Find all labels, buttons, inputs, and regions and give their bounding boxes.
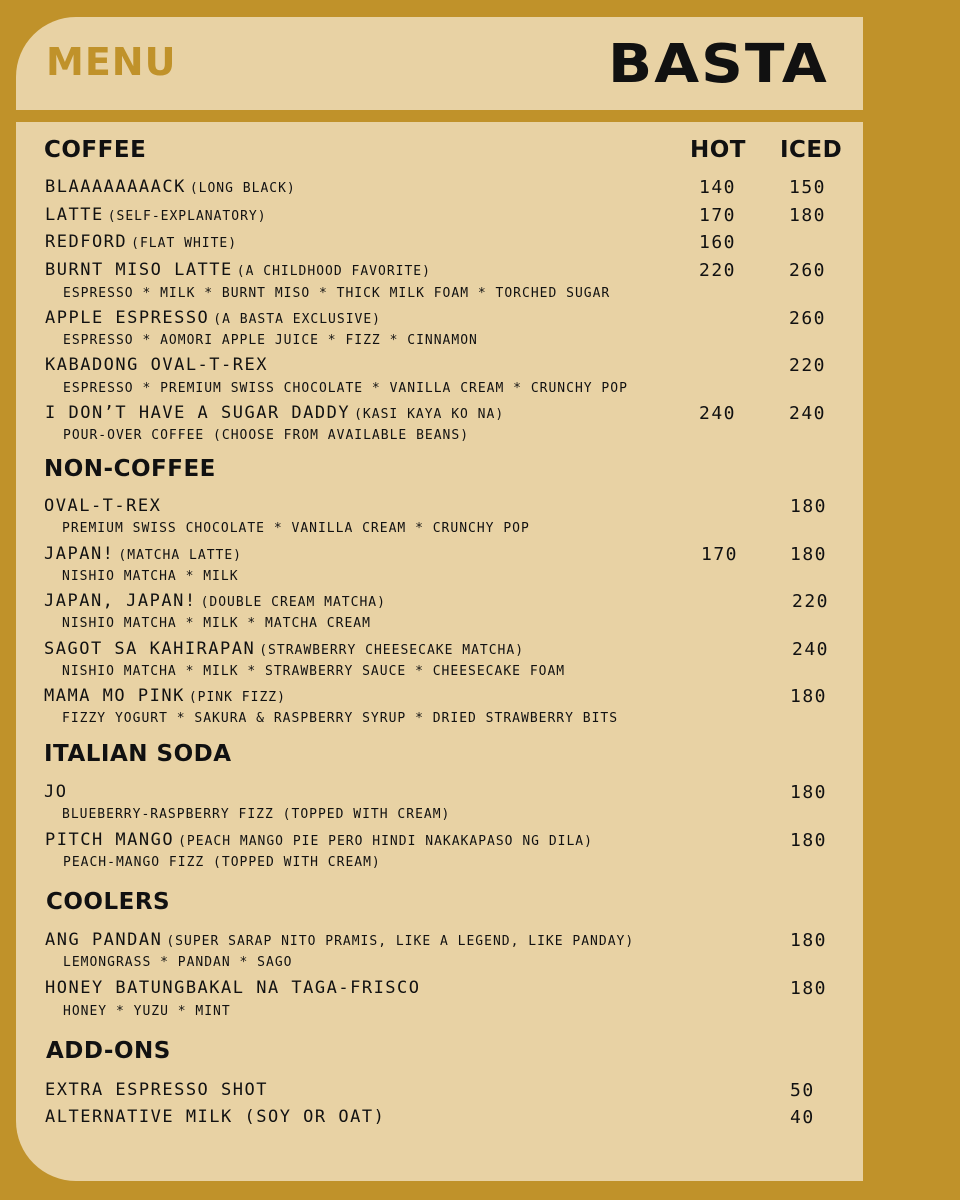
menu-item (45, 832, 593, 849)
item-note: (KASI KAYA KO NA) (354, 407, 505, 422)
price-iced: 180 (789, 205, 827, 226)
menu-item (45, 179, 296, 196)
price-iced: 150 (789, 177, 827, 198)
column-header-hot: HOT (690, 137, 746, 163)
price-iced: 180 (790, 782, 828, 803)
item-description: ESPRESSO * PREMIUM SWISS CHOCOLATE * VANILLA CREAM * CRUNCHY POP (63, 381, 628, 396)
price-iced: 260 (789, 308, 827, 329)
price-iced: 220 (789, 355, 827, 376)
item-name: JAPAN! (44, 544, 115, 564)
item-name: JAPAN, JAPAN! (44, 591, 197, 611)
menu-item (45, 234, 237, 251)
column-header-iced: ICED (780, 137, 843, 163)
price-hot: 140 (699, 177, 737, 198)
item-name: PITCH MANGO (45, 830, 175, 850)
item-note: (A BASTA EXCLUSIVE) (213, 312, 382, 327)
price-iced: 240 (789, 403, 827, 424)
item-description: POUR-OVER COFFEE (CHOOSE FROM AVAILABLE BEANS) (63, 428, 470, 443)
price-iced: 180 (790, 830, 828, 851)
item-description: PREMIUM SWISS CHOCOLATE * VANILLA CREAM * CRUNCHY POP (62, 521, 530, 536)
menu-item (45, 1082, 268, 1099)
item-name: I DON’T HAVE A SUGAR DADDY (45, 403, 351, 423)
brand-logo: BASTA (608, 32, 829, 95)
item-note: (PEACH MANGO PIE PERO HINDI NAKAKAPASO NG DILA) (178, 834, 593, 849)
price-hot: 220 (699, 260, 737, 281)
menu-item (44, 641, 524, 658)
price-hot: 170 (701, 544, 739, 565)
menu-item (45, 262, 431, 279)
price-iced: 180 (790, 930, 828, 951)
item-description: PEACH-MANGO FIZZ (TOPPED WITH CREAM) (63, 855, 381, 870)
item-note: (LONG BLACK) (189, 181, 296, 196)
menu-item (45, 1109, 385, 1126)
item-name: JO (44, 782, 68, 802)
item-description: NISHIO MATCHA * MILK * STRAWBERRY SAUCE * CHEESECAKE FOAM (62, 664, 566, 679)
item-note: (PINK FIZZ) (188, 690, 286, 705)
price-iced: 180 (790, 544, 828, 565)
section-title-italian-soda: ITALIAN SODA (44, 741, 232, 767)
item-note: (FLAT WHITE) (131, 236, 238, 251)
menu-item (44, 593, 386, 610)
menu-title: MENU (46, 40, 177, 84)
menu-item (45, 405, 504, 422)
item-name: EXTRA ESPRESSO SHOT (45, 1080, 268, 1100)
item-name: REDFORD (45, 232, 128, 252)
menu-item (44, 498, 165, 515)
price-iced: 180 (790, 686, 828, 707)
item-description: NISHIO MATCHA * MILK (62, 569, 239, 584)
section-title-coffee: COFFEE (44, 137, 147, 163)
item-note: (SELF-EXPLANATORY) (107, 209, 267, 224)
menu-item (45, 980, 425, 997)
menu-body (16, 122, 863, 1181)
section-title-non-coffee: NON-COFFEE (44, 456, 216, 482)
item-description: BLUEBERRY-RASPBERRY FIZZ (TOPPED WITH CREAM) (62, 807, 451, 822)
menu-item (45, 310, 381, 327)
item-name: BURNT MISO LATTE (45, 260, 233, 280)
item-name: KABADONG OVAL-T-REX (45, 355, 268, 375)
header-panel (16, 17, 863, 110)
item-name: BLAAAAAAAACK (45, 177, 186, 197)
item-name: SAGOT SA KAHIRAPAN (44, 639, 256, 659)
price-iced: 260 (789, 260, 827, 281)
price-iced: 180 (790, 978, 828, 999)
price-hot: 240 (699, 403, 737, 424)
item-description: ESPRESSO * MILK * BURNT MISO * THICK MILK FOAM * TORCHED SUGAR (63, 286, 611, 301)
item-description: LEMONGRASS * PANDAN * SAGO (63, 955, 293, 970)
item-description: HONEY * YUZU * MINT (63, 1004, 231, 1019)
item-note: (MATCHA LATTE) (118, 548, 242, 563)
item-name: MAMA MO PINK (44, 686, 185, 706)
menu-item (45, 357, 272, 374)
section-title-add-ons: ADD-ONS (46, 1038, 171, 1064)
price-iced: 240 (792, 639, 830, 660)
price-hot: 160 (699, 232, 737, 253)
item-description: NISHIO MATCHA * MILK * MATCHA CREAM (62, 616, 371, 631)
item-note: (STRAWBERRY CHEESECAKE MATCHA) (259, 643, 525, 658)
price-addon: 40 (790, 1107, 815, 1128)
item-name: HONEY BATUNGBAKAL NA TAGA-FRISCO (45, 978, 421, 998)
item-description: ESPRESSO * AOMORI APPLE JUICE * FIZZ * CINNAMON (63, 333, 478, 348)
item-name: ALTERNATIVE MILK (SOY OR OAT) (45, 1107, 386, 1127)
item-note: (DOUBLE CREAM MATCHA) (200, 595, 386, 610)
price-addon: 50 (790, 1080, 815, 1101)
item-name: OVAL-T-REX (44, 496, 162, 516)
price-hot: 170 (699, 205, 737, 226)
menu-item (44, 784, 71, 801)
menu-item (45, 932, 634, 949)
menu-item (44, 688, 286, 705)
price-iced: 180 (790, 496, 828, 517)
item-name: ANG PANDAN (45, 930, 163, 950)
item-description: FIZZY YOGURT * SAKURA & RASPBERRY SYRUP * DRIED STRAWBERRY BITS (62, 711, 619, 726)
item-note: (SUPER SARAP NITO PRAMIS, LIKE A LEGEND, LIKE PANDAY) (166, 934, 635, 949)
menu-item (45, 207, 267, 224)
item-name: LATTE (45, 205, 104, 225)
item-note: (A CHILDHOOD FAVORITE) (236, 264, 431, 279)
section-title-coolers: COOLERS (46, 889, 171, 915)
menu-item (44, 546, 242, 563)
item-name: APPLE ESPRESSO (45, 308, 210, 328)
price-iced: 220 (792, 591, 830, 612)
